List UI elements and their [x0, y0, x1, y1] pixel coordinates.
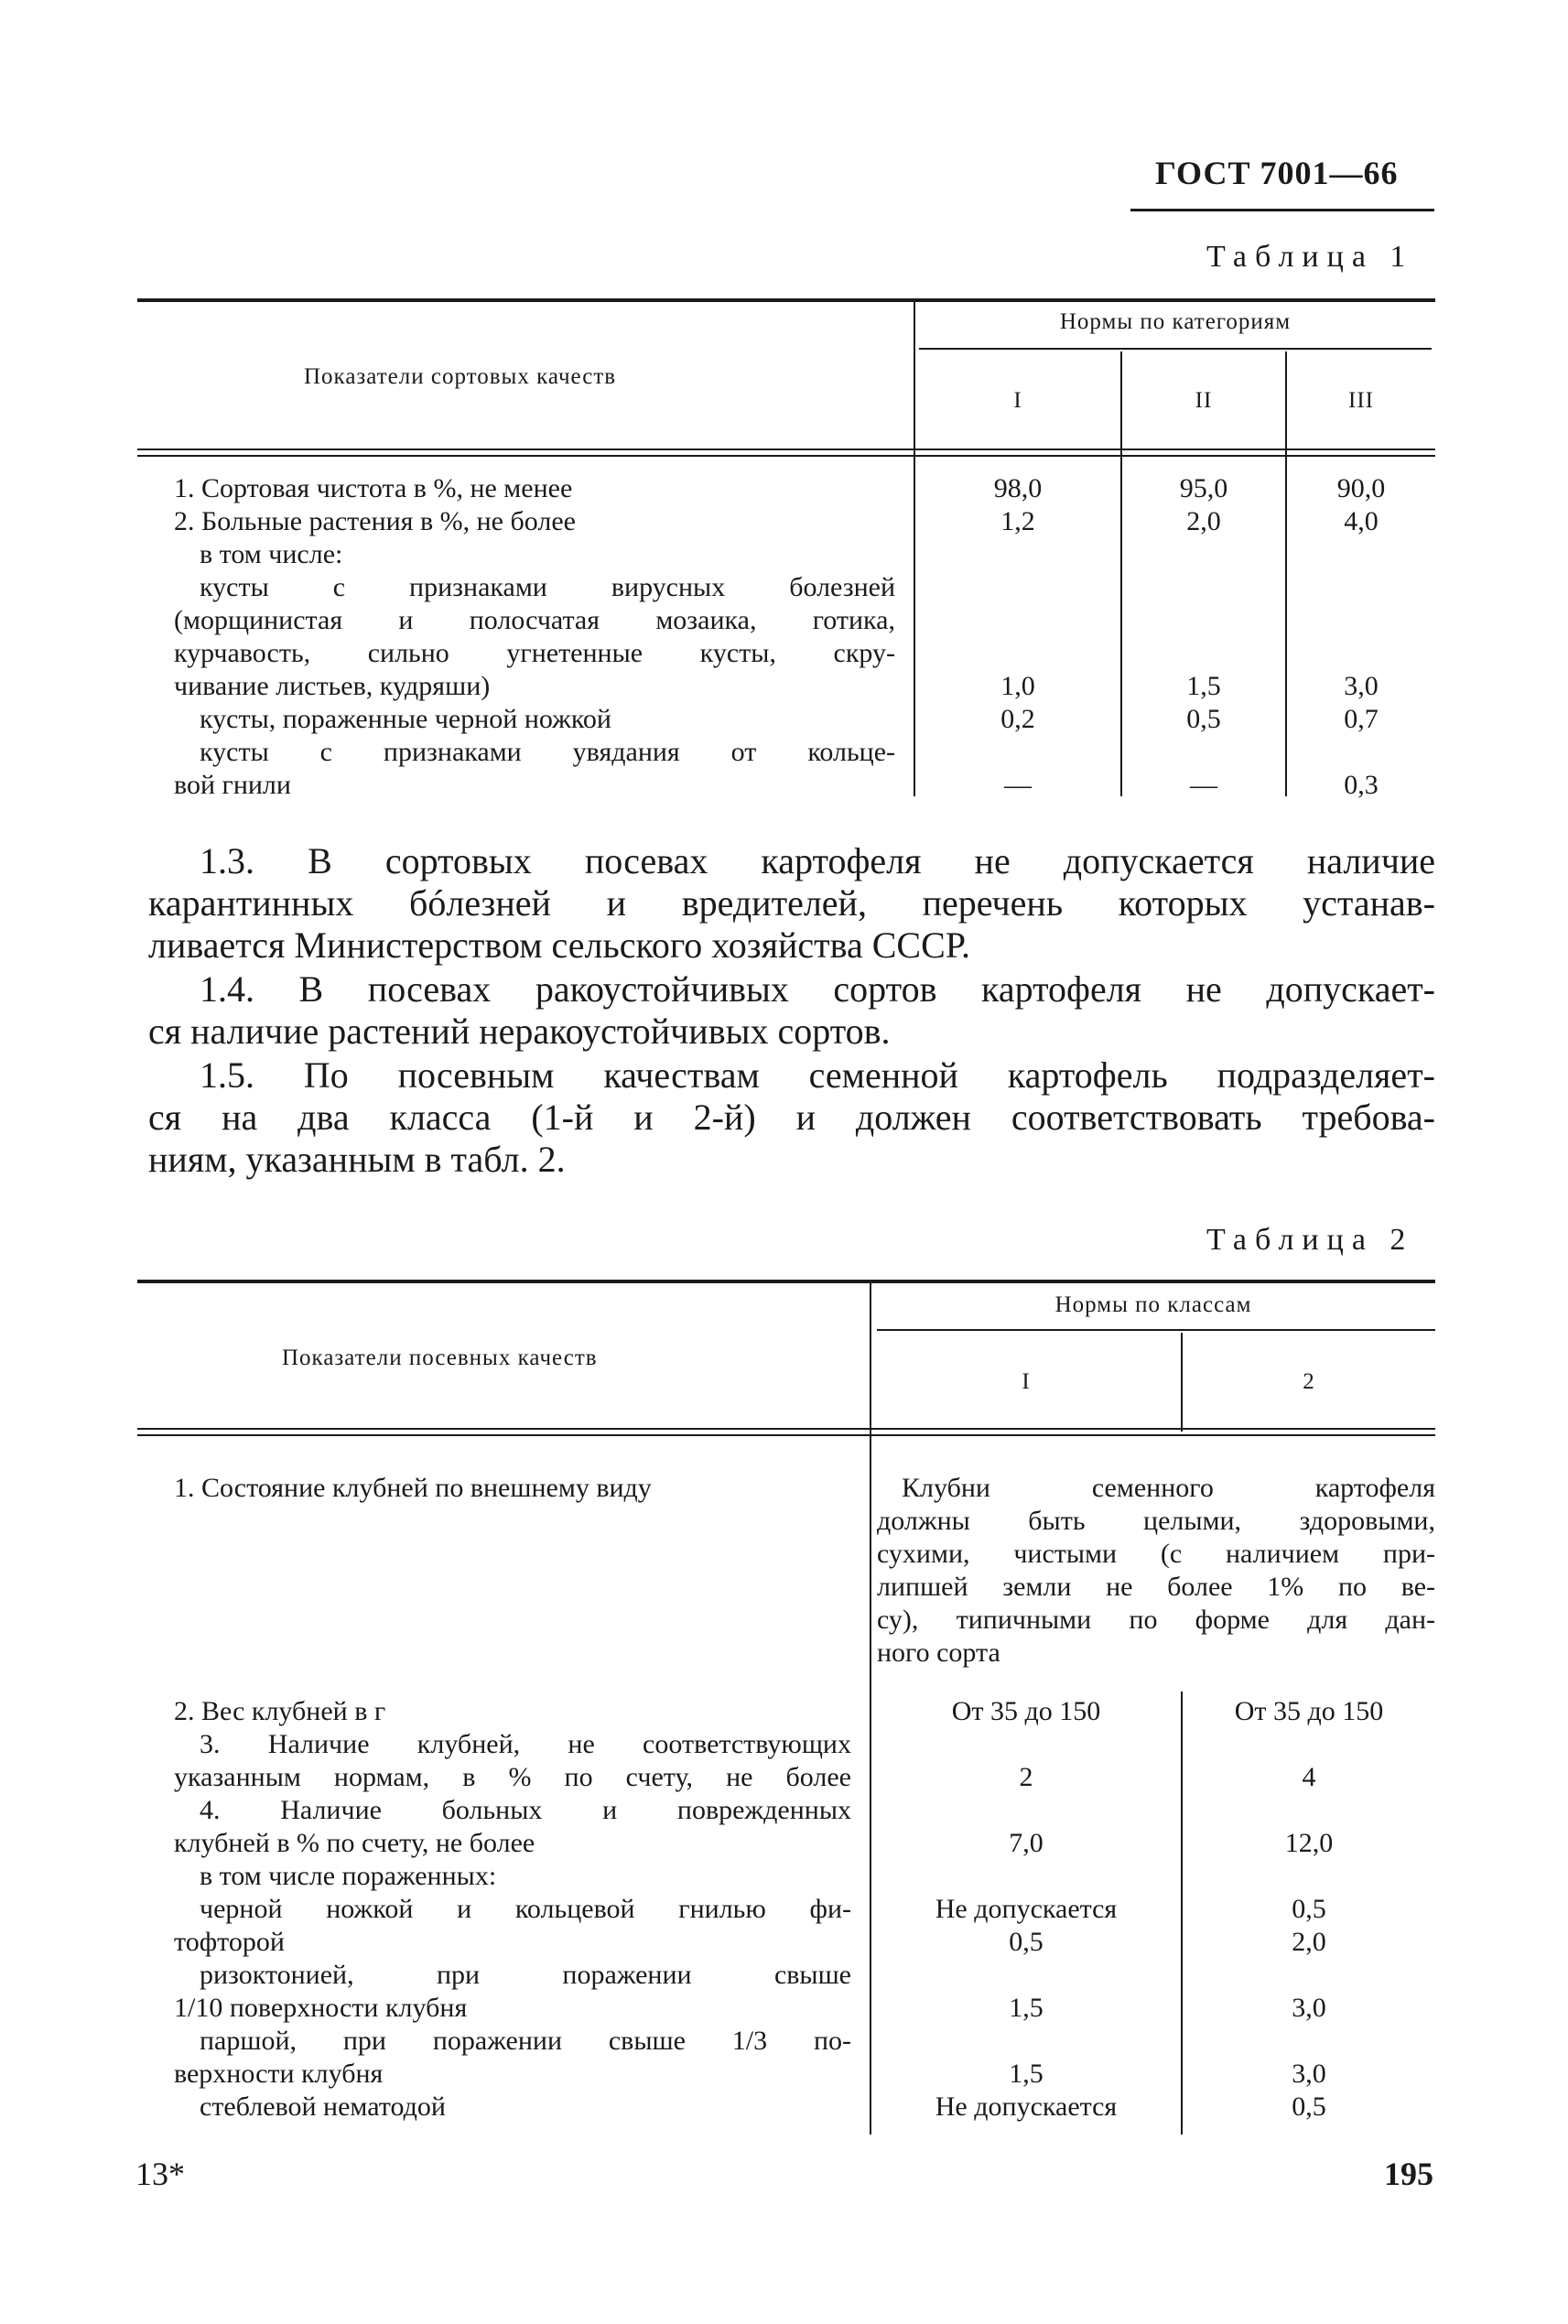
para-1-3-line2: карантинных бóлезней и вредителей, перечень которых устанав-: [148, 882, 1435, 924]
table2-row7-value-2: 3,0: [1292, 1993, 1326, 2023]
table2-row7-label-line2: 1/10 поверхности клубня: [174, 1993, 468, 2023]
table1-header-rule-b: [137, 455, 1435, 457]
table2-row1-merged-line1: Клубни семенного картофеля: [902, 1473, 1435, 1503]
table2-row4-label-line1: 4. Наличие больных и поврежденных: [200, 1795, 851, 1825]
table2-row1-merged-line4: липшей земли не более 1% по ве-: [877, 1572, 1435, 1602]
table1-row6-value-1: —: [1004, 770, 1032, 800]
table2-row9-value-1: Не допускается: [935, 2092, 1118, 2122]
table2-header-rule-b: [137, 1434, 1435, 1436]
table2-row2-value-1: От 35 до 150: [951, 1696, 1101, 1726]
table2-row3-label-line1: 3. Наличие клубней, не соответствующих: [200, 1729, 851, 1759]
table2-row1-label: 1. Состояние клубней по внешнему виду: [174, 1473, 652, 1503]
table2-row8-label-line2: верхности клубня: [174, 2059, 384, 2089]
table1-row5-value-1: 0,2: [1000, 704, 1035, 734]
table2-row6-value-2a: 0,5: [1292, 1894, 1326, 1924]
table2-row2-label: 2. Вес клубней в г: [174, 1696, 386, 1726]
table1-row4-label-line3: курчавость, сильно угнетенные кусты, скру-: [174, 638, 895, 668]
table1-row4-label-line2: (морщинистая и полосчатая мозаика, готика,: [174, 605, 895, 635]
table1-column-header: Показатели сортовых качеств: [304, 364, 617, 389]
table2-class-2: 2: [1303, 1369, 1315, 1394]
standard-number: ГОСТ 7001—66: [1155, 155, 1399, 191]
table1-row6-label-line2: вой гнили: [174, 770, 291, 800]
table2-row8-label-line1: паршой, при поражении свыше 1/3 по-: [200, 2026, 851, 2056]
table2-row8-value-1: 1,5: [1009, 2059, 1044, 2089]
table2-row7-value-1: 1,5: [1009, 1993, 1044, 2023]
table2-row1-merged-line6: ного сорта: [877, 1638, 1000, 1668]
table2-row9-label: стеблевой нематодой: [200, 2092, 446, 2122]
table1-row4-label-line1: кусты с признаками вирусных болезней: [200, 572, 895, 602]
table1-row2-value-2: 2,0: [1186, 506, 1221, 536]
table1-group-header: Нормы по категориям: [1059, 309, 1292, 334]
table1-row6-label-line1: кусты с признаками увядания от кольце-: [200, 737, 895, 767]
table2-top-rule: [137, 1280, 1435, 1283]
table1-row2-value-3: 4,0: [1344, 506, 1379, 536]
table1-row4-value-1: 1,0: [1000, 671, 1035, 701]
table2-divider-class-header: [1181, 1333, 1183, 1432]
table2-row9-value-2: 0,5: [1292, 2092, 1326, 2122]
para-1-3-line1: [200, 840, 1435, 882]
table1-category-2: II: [1195, 388, 1213, 413]
table1-row4-value-3: 3,0: [1344, 671, 1379, 701]
table2-row1-merged-line5: су), типичными по форме для дан-: [877, 1605, 1435, 1635]
table1-caption: Таблица 1: [1206, 240, 1414, 274]
table1-row6-value-3: 0,3: [1344, 770, 1379, 800]
table2-row3-value-1: 2: [1019, 1762, 1033, 1792]
table2-row8-value-2: 3,0: [1292, 2059, 1326, 2089]
para-1-3-text-1: 1.3. В сортовых посевах картофеля не допускается наличие: [200, 840, 1435, 881]
table2-row1-merged-line3: сухими, чистыми (с наличием при-: [877, 1539, 1435, 1569]
table1-row5-value-3: 0,7: [1344, 704, 1379, 734]
table2-row6-value-1a: Не допускается: [935, 1894, 1118, 1924]
para-1-3-line3: ливается Министерством сельского хозяйства СССР.: [148, 924, 971, 966]
table1-row1-value-2: 95,0: [1179, 473, 1228, 503]
table1-row6-value-2: —: [1190, 770, 1217, 800]
header-rule: [1130, 209, 1434, 211]
table2-row4-value-1: 7,0: [1009, 1828, 1044, 1858]
table1-category-1: I: [1013, 388, 1022, 413]
table1-row1-value-1: 98,0: [993, 473, 1043, 503]
table2-caption: Таблица 2: [1206, 1223, 1414, 1257]
table2-row2-value-2: От 35 до 150: [1234, 1696, 1384, 1726]
table2-row1-merged-line2: должны быть целыми, здоровыми,: [877, 1506, 1435, 1536]
table1-row1-value-3: 90,0: [1336, 473, 1386, 503]
table1-row2-label: 2. Больные растения в %, не более: [174, 506, 576, 536]
table2-column-header: Показатели посевных качеств: [282, 1346, 598, 1370]
table2-row7-label-line1: ризоктонией, при поражении свыше: [200, 1960, 851, 1990]
table2-row6-value-2b: 2,0: [1292, 1927, 1326, 1957]
table2-row5-label: в том числе пораженных:: [200, 1861, 497, 1891]
table2-class-1: I: [1022, 1369, 1031, 1394]
table1-row1-label: 1. Сортовая чистота в %, не менее: [174, 473, 573, 503]
table2-row4-value-2: 12,0: [1284, 1828, 1334, 1858]
para-1-4-line2: ся наличие растений неракоустойчивых сортов.: [148, 1011, 891, 1052]
table1-row5-label: кусты, пораженные черной ножкой: [200, 704, 611, 734]
table2-group-header: Нормы по классам: [1054, 1292, 1252, 1317]
table2-header-rule-a: [137, 1428, 1435, 1430]
table1-category-3: III: [1348, 388, 1374, 413]
table2-group-rule: [877, 1329, 1435, 1331]
page-number: 195: [1384, 2156, 1433, 2192]
table1-group-rule: [919, 348, 1432, 350]
table2-row3-label-line2: указанным нормам, в % по счету, не более: [174, 1762, 851, 1792]
para-1-5-line2: ся на два класса (1-й и 2-й) и должен соответствовать требова-: [148, 1097, 1435, 1138]
table1-row3-label: в том числе:: [200, 539, 343, 569]
table1-row2-value-1: 1,2: [1000, 506, 1035, 536]
table2-row6-value-1b: 0,5: [1009, 1927, 1044, 1957]
table1-row5-value-2: 0,5: [1186, 704, 1221, 734]
para-1-5-line1: 1.5. По посевным качествам семенной картофель подразделяет-: [200, 1054, 1435, 1096]
para-1-5-line3: ниям, указанным в табл. 2.: [148, 1139, 566, 1180]
table1-row4-label-line4: чивание листьев, кудряши): [174, 671, 491, 701]
table2-row3-value-2: 4: [1302, 1762, 1316, 1792]
table2-row4-label-line2: клубней в % по счету, не более: [174, 1828, 535, 1858]
table2-row6-label-line1: черной ножкой и кольцевой гнилью фи-: [200, 1894, 851, 1924]
table2-row6-label-line2: тофторой: [174, 1927, 285, 1957]
sheet-mark: 13*: [135, 2156, 185, 2192]
table1-top-rule: [137, 298, 1435, 302]
table1-header-rule-a: [137, 449, 1435, 450]
table1-row4-value-2: 1,5: [1186, 671, 1221, 701]
para-1-4-line1: 1.4. В посевах ракоустойчивых сортов картофеля не допускает-: [200, 968, 1435, 1010]
